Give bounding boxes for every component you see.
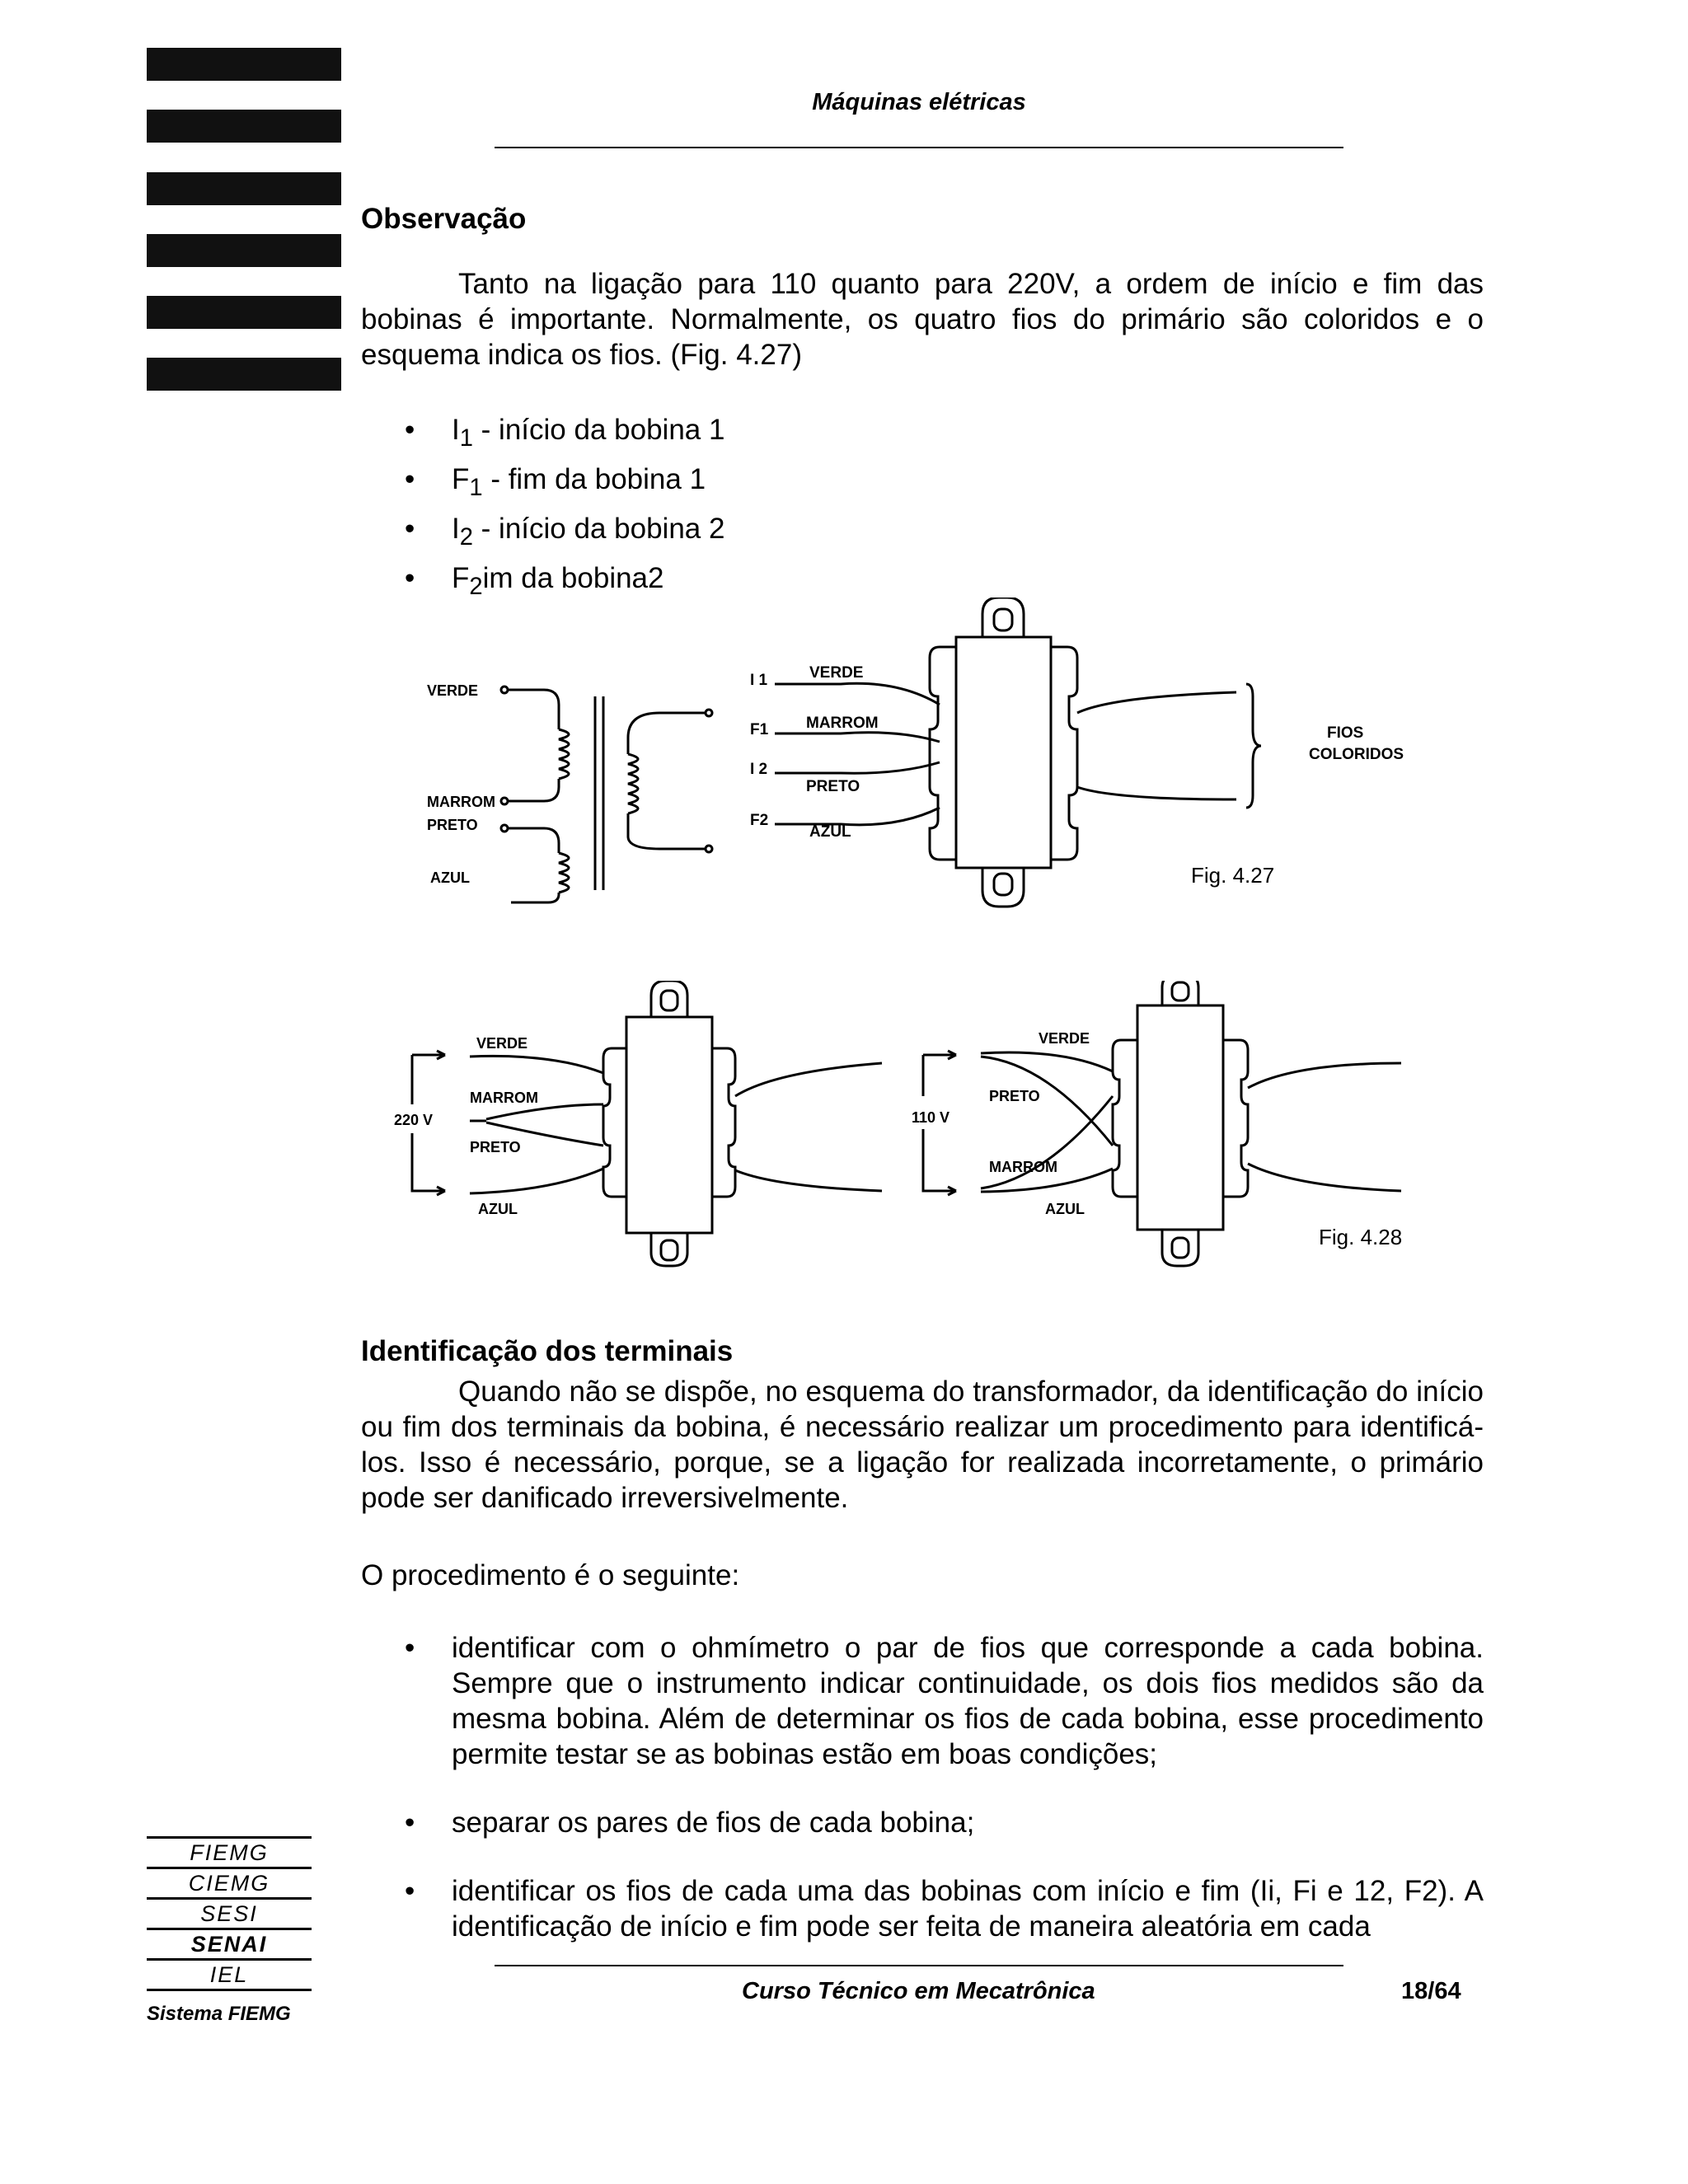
footer-rule — [495, 1965, 1343, 1966]
logo-system-name: Sistema FIEMG — [147, 2003, 291, 2025]
procedure-list — [361, 1630, 1484, 1977]
decorative-bar — [147, 48, 341, 81]
figure-4-27 — [412, 598, 1442, 911]
procedure-intro: O procedimento é o seguinte: — [361, 1559, 740, 1591]
figure-caption: Fig. 4.27 — [1191, 863, 1275, 888]
decorative-bar — [147, 172, 341, 205]
list-item: • identificar com o ohmímetro o par de fios que corresponde a cada bobina. Sempre que o instrumento indicar continuidade, os dois fios medidos são da mesma bobina. Além de determinar os fios de cada bobina, esse procedimento permite testar se as bobinas estão em boas condições; — [405, 1632, 1484, 1770]
list-item: • separar os pares de fios de cada bobina; — [405, 1807, 975, 1839]
terminal-label-f1: F1 — [750, 721, 769, 738]
left-wire-label-azul: AZUL — [478, 1201, 518, 1217]
wire-label-verde: VERDE — [809, 664, 864, 682]
logo-name: FIEMG — [190, 1840, 269, 1865]
terminal-label-i1: I 1 — [750, 672, 768, 689]
figure-caption: Fig. 4.28 — [1319, 1225, 1403, 1249]
running-header: Máquinas elétricas — [812, 89, 1026, 115]
figure-4-28 — [387, 981, 1426, 1277]
list-item: • $F_1$ - fim da bobina 1 — [405, 463, 706, 501]
right-wire-label-azul: AZUL — [1045, 1201, 1085, 1217]
logo-name: SENAI — [190, 1932, 268, 1957]
brace-label-fios: FIOS — [1327, 724, 1364, 742]
decorative-bar — [147, 296, 341, 329]
terminal-label-i2: I 2 — [750, 761, 768, 778]
paragraph-observacao: Tanto na ligação para 110 quanto para 220V, a ordem de início e fim das bobinas é importante. Normalmente, os quatro fios do primário são coloridos e o esquema indica os fios. (Fig. 4.27) — [361, 268, 1484, 371]
decorative-bar — [147, 234, 341, 267]
right-wire-label-preto: PRETO — [989, 1088, 1040, 1104]
decorative-bar — [147, 110, 341, 143]
list-item: • identificar os fios de cada uma das bobinas com início e fim (Ii, Fi e 12, F2). A identificação de início e fim pode ser feita de maneira aleatória em cada — [405, 1875, 1484, 1943]
right-voltage-label: 110 V — [912, 1109, 950, 1126]
wire-label-azul: AZUL — [809, 823, 851, 841]
wire-label-preto: PRETO — [806, 778, 860, 795]
right-wire-label-marrom: MARROM — [989, 1159, 1057, 1175]
page-number: 18/64 — [1401, 1978, 1461, 2004]
footer-course: Curso Técnico em Mecatrônica — [742, 1978, 1095, 2004]
section-heading-observacao: Observação — [361, 203, 527, 235]
schematic-label-preto: PRETO — [427, 817, 478, 833]
sistema-fiemg-logo — [147, 1836, 312, 2026]
decorative-bar — [147, 358, 341, 391]
logo-name: SESI — [200, 1901, 258, 1926]
terminal-label-f2: F2 — [750, 812, 769, 829]
schematic-label-verde: VERDE — [427, 682, 479, 699]
left-wire-label-marrom: MARROM — [470, 1090, 538, 1106]
list-item: • $F_2im$ da bobina2 — [405, 562, 664, 600]
right-wire-label-verde: VERDE — [1039, 1030, 1090, 1047]
paragraph-identificacao: Quando não se dispõe, no esquema do transformador, da identificação do início ou fim dos terminais da bobina, é necessário realizar um procedimento para identificá-los. Isso é necessário, porque, se a ligação for realizada incorretamente, o primário pode ser danificado irreversivelmente. — [361, 1376, 1484, 1514]
schematic-label-marrom: MARROM — [427, 794, 495, 810]
left-wire-label-verde: VERDE — [476, 1035, 528, 1052]
header-rule — [495, 147, 1343, 148]
logo-name: IEL — [209, 1962, 249, 1987]
list-item: • $I_2$ - início da bobina 2 — [405, 513, 725, 551]
logo-name: CIEMG — [188, 1871, 270, 1896]
brace-label-coloridos: COLORIDOS — [1309, 746, 1404, 763]
terminal-list — [361, 410, 1484, 607]
schematic-label-azul: AZUL — [430, 869, 470, 886]
left-wire-label-preto: PRETO — [470, 1139, 521, 1155]
section-heading-identificacao: Identificação dos terminais — [361, 1335, 734, 1367]
wire-label-marrom: MARROM — [806, 715, 879, 732]
left-voltage-label: 220 V — [394, 1112, 434, 1128]
list-item: • $I_1$ - início da bobina 1 — [405, 414, 725, 452]
